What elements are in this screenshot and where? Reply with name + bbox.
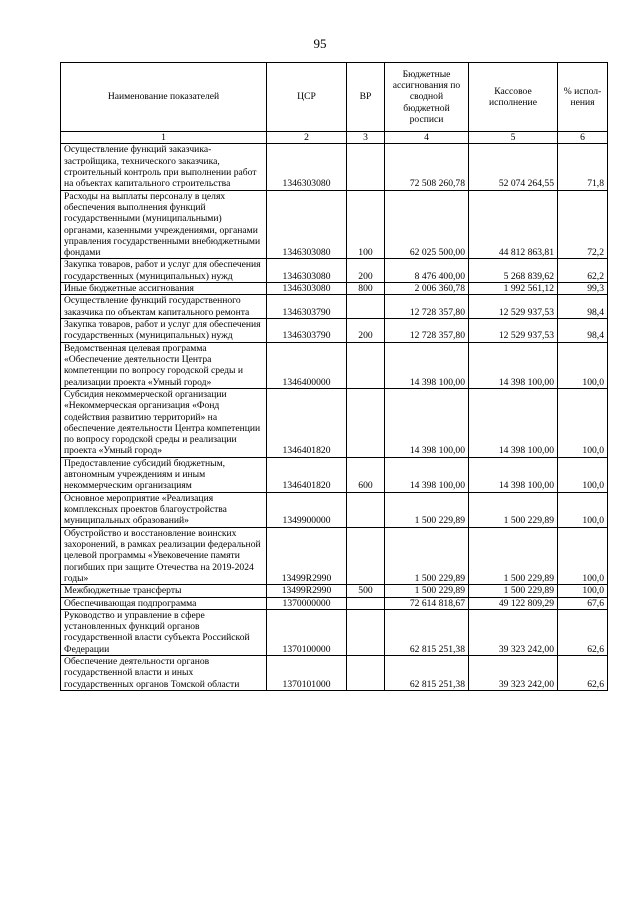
table-row: [61, 190, 608, 259]
cell-csr: 1346303080: [267, 259, 347, 283]
cell-name: Основное мероприятие «Реализация комплексных проектов благоустройства муниципальных образований»: [61, 492, 267, 527]
cell-budget: 72 508 260,78: [385, 144, 469, 190]
table-row: [61, 295, 608, 319]
cell-name: Осуществление функций государственного заказчика по объектам капитального ремонта: [61, 295, 267, 319]
cell-cash: 1 992 561,12: [469, 283, 558, 295]
cell-budget: 14 398 100,00: [385, 388, 469, 457]
cell-budget: 12 728 357,80: [385, 319, 469, 343]
cell-percent: 100,0: [558, 492, 608, 527]
table-row: [61, 342, 608, 388]
budget-execution-table: [60, 62, 608, 691]
cell-budget: 62 815 251,38: [385, 656, 469, 691]
cell-cash: 52 074 264,55: [469, 144, 558, 190]
cell-percent: 71,8: [558, 144, 608, 190]
cell-percent: 100,0: [558, 585, 608, 597]
cell-cash: 14 398 100,00: [469, 342, 558, 388]
table-row: [61, 144, 608, 190]
cell-name: Закупка товаров, работ и услуг для обеспечения государственных (муниципальных) нужд: [61, 319, 267, 343]
header-name: Наименование показателей: [61, 63, 267, 132]
column-number: 2: [267, 132, 347, 144]
column-number: 4: [385, 132, 469, 144]
cell-csr: 1370101000: [267, 656, 347, 691]
cell-percent: 100,0: [558, 527, 608, 585]
cell-vr: 600: [347, 457, 385, 492]
cell-name: Обеспечивающая подпрограмма: [61, 597, 267, 609]
cell-budget: 2 006 360,78: [385, 283, 469, 295]
cell-percent: 62,6: [558, 609, 608, 655]
cell-percent: 98,4: [558, 295, 608, 319]
table-row: [61, 283, 608, 295]
header-budget: Бюджетные ассигнования по сводной бюджетной росписи: [385, 63, 469, 132]
table-row: [61, 609, 608, 655]
cell-csr: 13499R2990: [267, 585, 347, 597]
cell-vr: 100: [347, 190, 385, 259]
cell-csr: 1346303080: [267, 144, 347, 190]
cell-cash: 1 500 229,89: [469, 527, 558, 585]
cell-csr: 1346303080: [267, 190, 347, 259]
column-numbers-row: [61, 132, 608, 144]
cell-cash: 12 529 937,53: [469, 319, 558, 343]
cell-vr: 800: [347, 283, 385, 295]
cell-vr: [347, 144, 385, 190]
table-header: [61, 63, 608, 144]
cell-csr: 1370000000: [267, 597, 347, 609]
cell-cash: 39 323 242,00: [469, 609, 558, 655]
column-number: 1: [61, 132, 267, 144]
table-row: [61, 585, 608, 597]
cell-name: Иные бюджетные ассигнования: [61, 283, 267, 295]
cell-budget: 62 815 251,38: [385, 609, 469, 655]
cell-percent: 62,6: [558, 656, 608, 691]
cell-name: Предоставление субсидий бюджетным, автономным учреждениям и иным некоммерческим организациям: [61, 457, 267, 492]
cell-percent: 62,2: [558, 259, 608, 283]
cell-name: Ведомственная целевая программа «Обеспечение деятельности Центра компетенции по вопросу городской среды и реализации проекта «Умный город»: [61, 342, 267, 388]
cell-vr: [347, 388, 385, 457]
cell-csr: 1346400000: [267, 342, 347, 388]
cell-vr: [347, 527, 385, 585]
cell-cash: 49 122 809,29: [469, 597, 558, 609]
cell-csr: 1346303790: [267, 319, 347, 343]
cell-percent: 67,6: [558, 597, 608, 609]
cell-budget: 8 476 400,00: [385, 259, 469, 283]
cell-csr: 13499R2990: [267, 527, 347, 585]
cell-budget: 1 500 229,89: [385, 585, 469, 597]
cell-budget: 1 500 229,89: [385, 492, 469, 527]
cell-budget: 72 614 818,67: [385, 597, 469, 609]
cell-vr: [347, 295, 385, 319]
cell-budget: 12 728 357,80: [385, 295, 469, 319]
table-row: [61, 259, 608, 283]
cell-cash: 44 812 863,81: [469, 190, 558, 259]
cell-vr: [347, 492, 385, 527]
cell-cash: 12 529 937,53: [469, 295, 558, 319]
cell-percent: 100,0: [558, 342, 608, 388]
table-row: [61, 656, 608, 691]
cell-vr: [347, 597, 385, 609]
cell-csr: 1349900000: [267, 492, 347, 527]
cell-name: Обустройство и восстановление воинских захоронений, в рамках реализации федеральной целевой программы «Увековечение памяти погибших при защите Отечества на 2019-2024 годы»: [61, 527, 267, 585]
table-row: [61, 319, 608, 343]
cell-percent: 72,2: [558, 190, 608, 259]
header-cash: Кассовое исполнение: [469, 63, 558, 132]
cell-name: Закупка товаров, работ и услуг для обеспечения государственных (муниципальных) нужд: [61, 259, 267, 283]
cell-vr: [347, 656, 385, 691]
cell-name: Расходы на выплаты персоналу в целях обеспечения выполнения функций государственными (муниципальными) органами, казенными учреждениями, органами управления государственными внебюджетными фондами: [61, 190, 267, 259]
cell-percent: 99,3: [558, 283, 608, 295]
cell-cash: 14 398 100,00: [469, 457, 558, 492]
header-percent: % испол-нения: [558, 63, 608, 132]
cell-budget: 14 398 100,00: [385, 457, 469, 492]
table-row: [61, 527, 608, 585]
cell-vr: 500: [347, 585, 385, 597]
cell-cash: 5 268 839,62: [469, 259, 558, 283]
cell-name: Межбюджетные трансферты: [61, 585, 267, 597]
cell-csr: 1370100000: [267, 609, 347, 655]
cell-budget: 1 500 229,89: [385, 527, 469, 585]
cell-budget: 14 398 100,00: [385, 342, 469, 388]
table-row: [61, 388, 608, 457]
cell-vr: 200: [347, 319, 385, 343]
cell-csr: 1346401820: [267, 457, 347, 492]
cell-percent: 100,0: [558, 388, 608, 457]
column-number: 6: [558, 132, 608, 144]
cell-cash: 39 323 242,00: [469, 656, 558, 691]
header-csr: ЦСР: [267, 63, 347, 132]
cell-vr: 200: [347, 259, 385, 283]
cell-vr: [347, 342, 385, 388]
column-number: 3: [347, 132, 385, 144]
column-number: 5: [469, 132, 558, 144]
cell-budget: 62 025 500,00: [385, 190, 469, 259]
cell-csr: 1346401820: [267, 388, 347, 457]
table-row: [61, 492, 608, 527]
cell-cash: 14 398 100,00: [469, 388, 558, 457]
cell-percent: 100,0: [558, 457, 608, 492]
table-row: [61, 597, 608, 609]
cell-cash: 1 500 229,89: [469, 585, 558, 597]
table-row: [61, 457, 608, 492]
cell-name: Осуществление функций заказчика-застройщика, технического заказчика, строительный контроль при выполнении работ на объектах капитального строительства: [61, 144, 267, 190]
cell-name: Руководство и управление в сфере установленных функций органов государственной власти субъекта Российской Федерации: [61, 609, 267, 655]
page-number: 95: [313, 36, 327, 51]
cell-cash: 1 500 229,89: [469, 492, 558, 527]
header-vr: ВР: [347, 63, 385, 132]
cell-vr: [347, 609, 385, 655]
table-body: [61, 144, 608, 691]
cell-name: Обеспечение деятельности органов государственной власти и иных государственных органов Томской области: [61, 656, 267, 691]
cell-csr: 1346303080: [267, 283, 347, 295]
cell-name: Субсидия некоммерческой организации «Некоммерческая организация «Фонд содействия развитию территорий» на обеспечение деятельности Центра компетенции по вопросу городской среды и реализации проекта «Умный город»: [61, 388, 267, 457]
cell-percent: 98,4: [558, 319, 608, 343]
cell-csr: 1346303790: [267, 295, 347, 319]
